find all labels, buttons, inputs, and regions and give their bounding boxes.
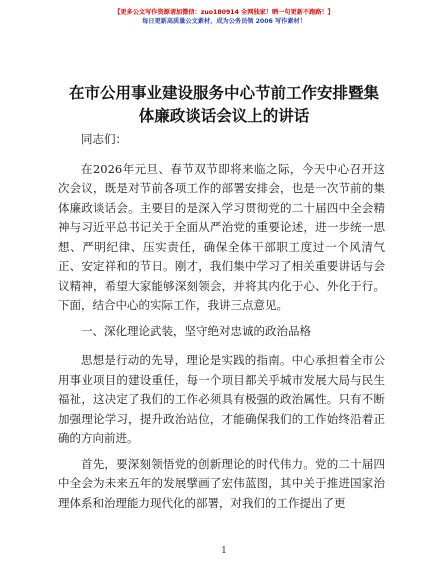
body-paragraph: 思想是行动的先导，理论是实践的指南。中心承担着全市公用事业项目的建设重任，每一个项目都关乎城市发展大局与民生福祉，这决定了我们的工作必须具有极强的政治属性。只有不断加强理论学习，提升政治站位，才能确保我们的工作始终沿着正确的方向前进。 (58, 353, 385, 445)
body-paragraph: 在2026年元旦、春节双节即将来临之际，今天中心召开这次会议，既是对节前各项工作的部署安排会，也是一次节前的集体廉政谈话会。主要目的是深入学习贯彻党的二十届四中全会精神与习近平总书记关于全面从严治党的重要论述，进一步统一思想、严明纪律、压实责任，确保全体干部职工度过一个风清气正、安定祥和的节日。刚才，我们集中学习了相关重要讲话与会议精神，希望大家能够深刻领会，并将其内化于心、外化于行。下面，结合中心的实际工作，我讲三点意见。 (58, 161, 385, 312)
body-paragraph: 首先，要深刻领悟党的创新理论的时代伟力。党的二十届四中全会为未来五年的发展擘画了宏伟蓝图，其中关于推进国家治理体系和治理能力现代化的部署，对我们的工作提出了更 (58, 456, 385, 510)
promo-banner (0, 8, 448, 26)
promo-banner-line-1: 【更多公文写作资源请加微信：zuo180914 全网独家！晒一句更新不跑路！】 (114, 9, 334, 16)
page-number: 1 (221, 546, 227, 556)
section-heading: 一、深化理论武装，坚守绝对忠诚的政治品格 (81, 323, 311, 338)
salutation: 同志们： (81, 132, 127, 146)
document-title: 在市公用事业建设服务中心节前工作安排暨集体廉政谈话会议上的讲话 (68, 84, 379, 125)
promo-banner-line-2: 每日更新高质量公文素材，成为公务员领 2006 写作素材！ (142, 18, 306, 25)
document-body (58, 130, 385, 519)
